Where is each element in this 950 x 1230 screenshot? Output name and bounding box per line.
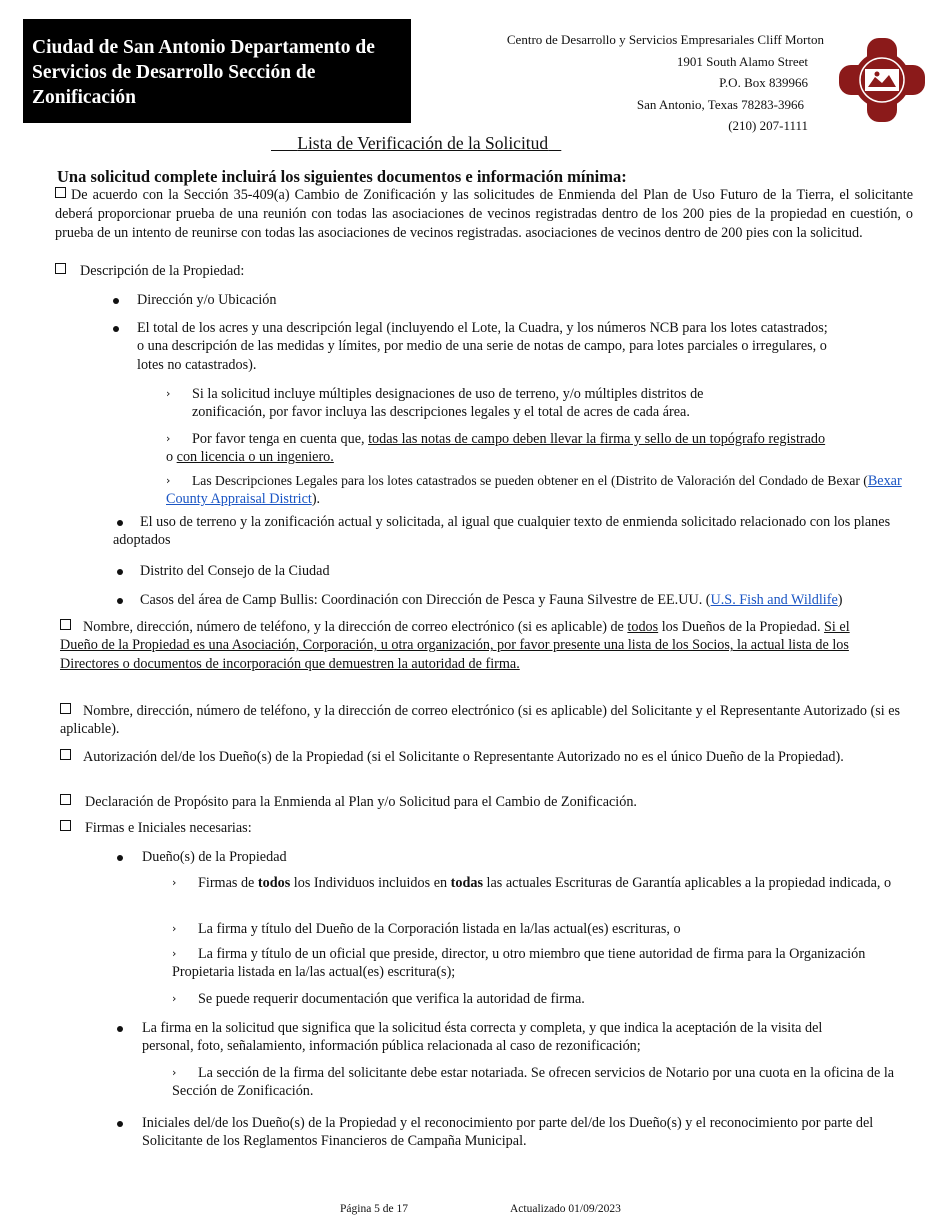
sub-item-signatures-all: › Firmas de todos los Individuos incluidos en todas las actuales Escrituras de Garantía aplicables a la propiedad indicada, o — [172, 875, 892, 891]
office-address — [507, 29, 824, 137]
checklist-item-authorization: Autorización del/de los Dueño(s) de la Propiedad (si el Solicitante o Representante Autorizado no es el único Dueño de la Propiedad). — [60, 748, 900, 766]
checklist-item-neighborhood: De acuerdo con la Sección 35-409(a) Cambio de Zonificación y las solicitudes de Enmienda del Plan de Uso Futuro de la Tierra, el solicitante deberá proporcionar prueba de una reunión con todas las asociaciones de vecinos registradas dentro de los 200 pies de la propiedad en cuestión, o prueba de un intento de reunirse con todas las asociaciones de vecinos registradas. asociaciones de vecinos dentro de 200 pies con la solicitud. — [55, 187, 913, 241]
city-seal-icon — [835, 37, 929, 123]
arrow-bullet-icon: › — [172, 922, 177, 935]
checklist-item-declaration: Declaración de Propósito para la Enmienda al Plan y/o Solicitud para el Cambio de Zonificación. — [60, 793, 637, 811]
bullet-icon — [117, 1121, 123, 1127]
bullet-icon — [117, 569, 123, 575]
sub-item-authority-docs: › Se puede requerir documentación que verifica la autoridad de firma. — [172, 991, 585, 1007]
arrow-bullet-icon: › — [172, 947, 177, 960]
bullet-icon — [113, 326, 119, 332]
bullet-camp-bullis: Casos del área de Camp Bullis: Coordinación con Dirección de Pesca y Fauna Silvestre de EE.UU. (U.S. Fish and Wildlife) — [113, 591, 933, 609]
bullet-icon — [113, 298, 119, 304]
address-line: Centro de Desarrollo y Servicios Empresariales Cliff Morton — [506, 32, 824, 47]
sub-item-notary: › La sección de la firma del solicitante debe estar notariada. Se ofrecen servicios de Notario por una cuota en la oficina de la Sección de Zonificación. — [172, 1065, 895, 1100]
bullet-icon — [117, 855, 123, 861]
arrow-bullet-icon: › — [172, 1066, 177, 1079]
checkbox-icon — [60, 794, 71, 805]
address-line: San Antonio, Texas 78283-3966 — [636, 96, 804, 112]
arrow-bullet-icon: › — [166, 474, 171, 487]
arrow-bullet-icon: › — [166, 387, 171, 400]
bullet-council-district: Distrito del Consejo de la Ciudad — [113, 562, 330, 580]
sub-item-corporation-signature: › La firma y título del Dueño de la Corporación listada en la/las actual(es) escrituras, o — [172, 921, 681, 937]
arrow-bullet-icon: › — [166, 432, 171, 445]
sub-item-legal-descriptions: › Las Descripciones Legales para los lotes catastrados se pueden obtener en el (Distrito de Valoración del Condado de Bexar (Bexar County Appraisal District). — [166, 473, 902, 508]
intro-heading: Una solicitud complete incluirá los siguientes documentos e información mínima: — [57, 167, 627, 186]
address-line: (210) 207-1111 — [728, 118, 808, 134]
updated-date: Actualizado 01/09/2023 — [510, 1203, 621, 1215]
arrow-bullet-icon: › — [172, 876, 177, 889]
checkbox-icon — [60, 703, 71, 714]
bullet-initials: Iniciales del/de los Dueño(s) de la Propiedad y el reconocimiento por parte del/de los Dueño(s) y el reconocimiento por parte del Solicitante de los Reglamentos Financieros de Campaña Municipal. — [113, 1114, 923, 1151]
checklist-item-owners: Nombre, dirección, número de teléfono, y la dirección de correo electrónico (si es aplicable) de todos los Dueños de la Propiedad. Si el Dueño de la Propiedad es una Asociación, Corporación, u otra organización, por favor presente una lista de los Socios, la actual lista de los Directores o documentos de incorporación que demuestren la autoridad de firma. — [60, 619, 850, 672]
checkbox-icon — [60, 619, 71, 630]
address-line: P.O. Box 839966 — [719, 75, 808, 91]
bullet-icon — [117, 520, 123, 526]
address-line: 1901 South Alamo Street — [676, 53, 808, 69]
bullet-acres: El total de los acres y una descripción legal (incluyendo el Lote, la Cuadra, y los números NCB para los lotes catastrados; o una descripción de las medidas y límites, por medio de una serie de notas de campo, para lotes parciales o irregulares, o lotes no catastrados). — [113, 319, 833, 374]
sub-item-field-notes: › Por favor tenga en cuenta que, todas las notas de campo deben llevar la firma y sello de un topógrafo registrado o con licencia o un ingeniero. — [166, 431, 826, 466]
fish-wildlife-link[interactable]: U.S. Fish and Wildlife — [710, 592, 838, 608]
page-number: Página 5 de 17 — [340, 1203, 409, 1215]
checkbox-icon — [60, 749, 71, 760]
page-title: Lista de Verificación de la Solicitud — [297, 133, 549, 153]
bexar-appraisal-link[interactable]: Bexar County Appraisal District — [166, 473, 902, 508]
bullet-icon — [117, 1026, 123, 1032]
department-header: Ciudad de San Antonio Departamento de Servicios de Desarrollo Sección de Zonificación — [23, 19, 411, 123]
checklist-item-property-description: Descripción de la Propiedad: — [55, 262, 244, 280]
bullet-owners-signatures: Dueño(s) de la Propiedad — [113, 848, 287, 866]
sub-item-officer-signature: › La firma y título de un oficial que preside, director, u otro miembro que tiene autoridad de firma para la Organización Propietaria listada en la/las actual(es) escritura(s); — [172, 946, 866, 981]
checkbox-icon — [55, 187, 66, 198]
bullet-land-use: El uso de terreno y la zonificación actual y solicitada, al igual que cualquier texto de enmienda solicitado relacionado con los planes adoptados — [113, 514, 891, 549]
arrow-bullet-icon: › — [172, 992, 177, 1005]
checklist-item-applicant: Nombre, dirección, número de teléfono, y la dirección de correo electrónico (si es aplicable) del Solicitante y el Representante Autorizado (si es aplicable). — [60, 703, 901, 738]
bullet-application-signature: La firma en la solicitud que significa que la solicitud ésta correcta y completa, y que indica la aceptación de la visita del personal, foto, señalamiento, información pública relacionada al caso de rezonificación; — [113, 1019, 853, 1056]
bullet-icon — [117, 598, 123, 604]
sub-item-multiple-uses: › Si la solicitud incluye múltiples designaciones de uso de terreno, y/o múltiples distritos de zonificación, por favor incluya las descripciones legales y el total de acres de cada área. — [166, 386, 704, 421]
checkbox-icon — [60, 820, 71, 831]
bullet-address: Dirección y/o Ubicación — [113, 291, 276, 309]
checkbox-icon — [55, 263, 66, 274]
checklist-item-signatures: Firmas e Iniciales necesarias: — [60, 819, 252, 837]
